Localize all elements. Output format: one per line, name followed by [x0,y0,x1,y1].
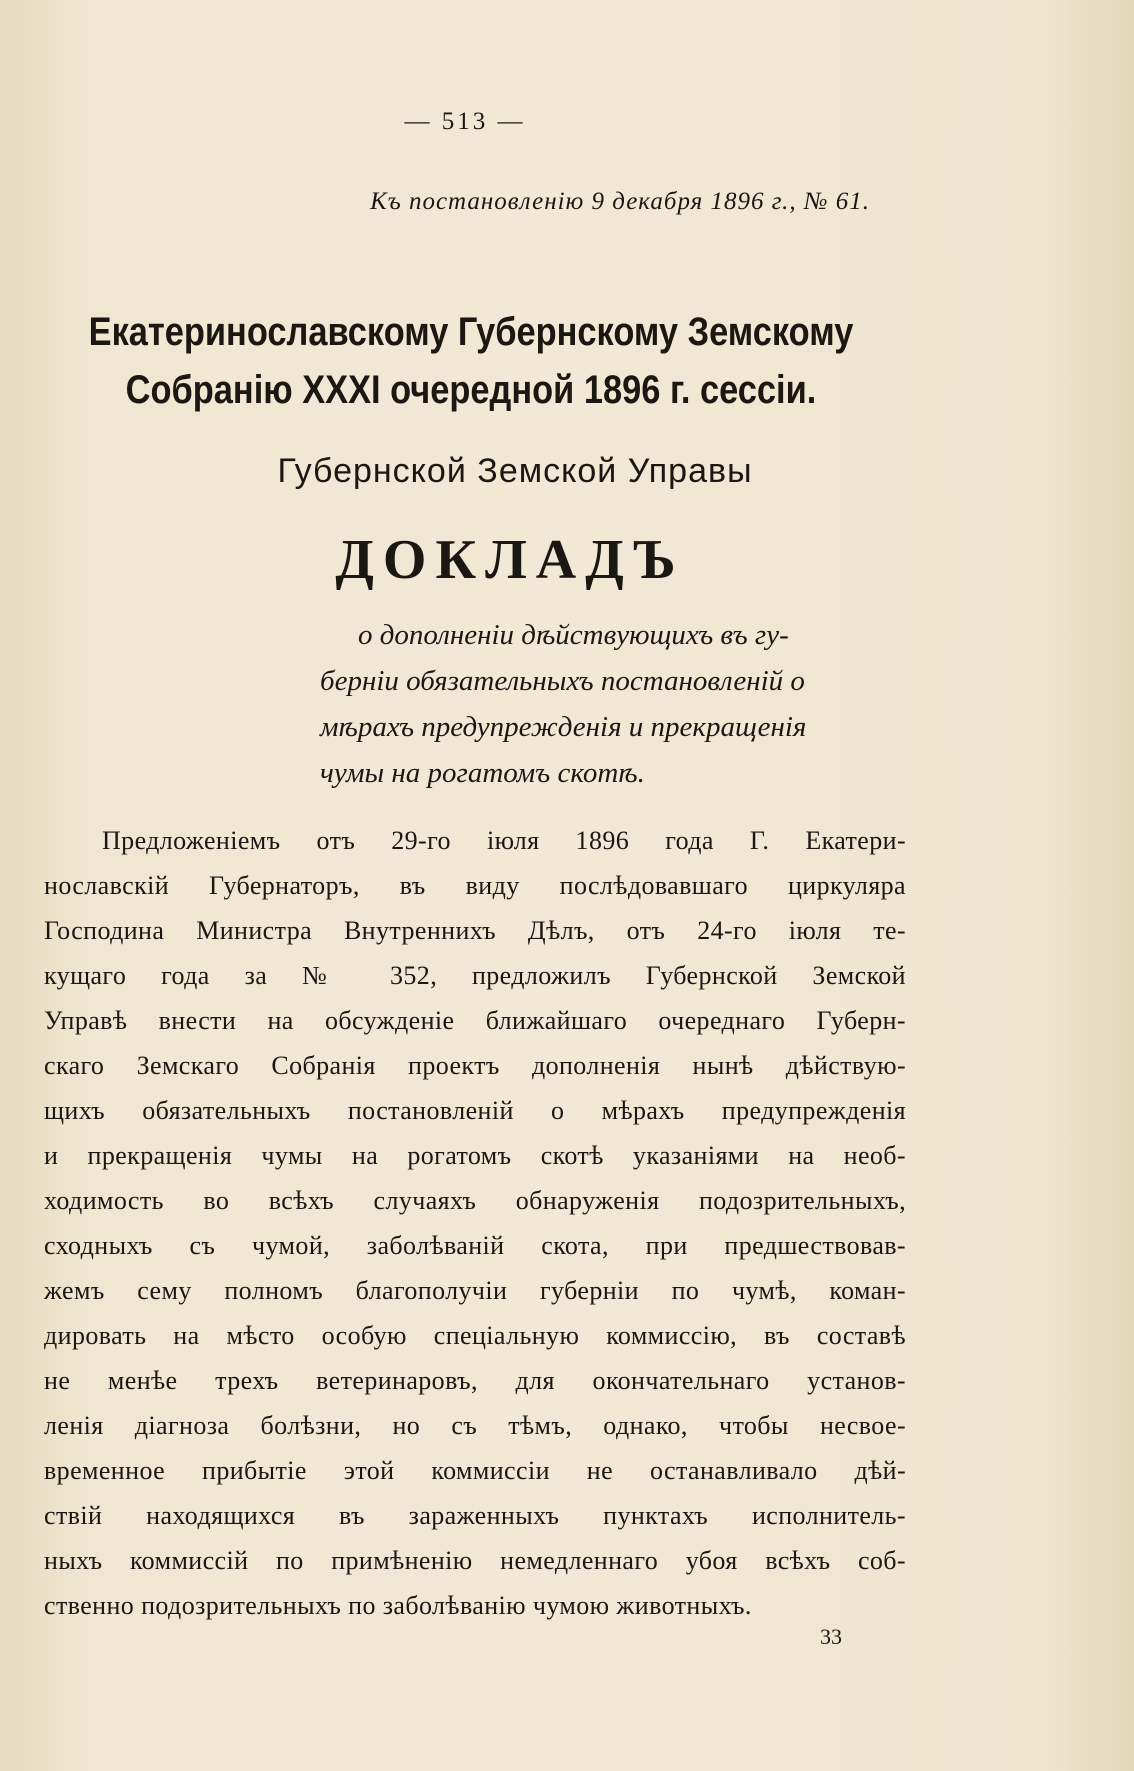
signature-mark: 33 [820,1624,842,1649]
body-line: скаго Земскаго Собранія проектъ дополненія нынѣ дѣйствую- [44,1051,906,1080]
body-line: Господина Министра Внутреннихъ Дѣлъ, отъ 24-го іюля те- [44,916,906,945]
body-line: сходныхъ съ чумой, заболѣваній скота, при предшествовав- [44,1231,906,1260]
body-line: ныхъ коммиссій по примѣненію немедленнаго убоя всѣхъ соб- [44,1546,906,1575]
subject-line-1: о дополненіи дѣйствующихъ въ гу- [358,619,789,651]
resolution-reference: Къ постановленію 9 декабря 1896 г., № 61. [370,188,870,215]
subject-line-4: чумы на рогатомъ скотѣ. [320,757,645,789]
body-line: ствій находящихся въ зараженныхъ пунктахъ исполнитель- [44,1501,906,1530]
body-line: жемъ сему полномъ благополучіи губерніи по чумѣ, коман- [44,1276,906,1305]
subject-line-3: мѣрахъ предупрежденія и прекращенія [320,711,807,743]
body-line: временное прибытіе этой коммиссіи не останавливало дѣй- [44,1456,906,1485]
body-line: ственно подозрительныхъ по заболѣванію чумою животныхъ. [44,1591,752,1620]
body-line: Предложеніемъ отъ 29-го іюля 1896 года Г. Екатери- [102,826,906,855]
body-line: не менѣе трехъ ветеринаровъ, для окончательнаго установ- [44,1366,906,1395]
heading-line-2: Собранію XXXI очередной 1896 г. сессіи. [125,368,817,412]
issuer-line: Губернской Земской Управы [277,452,753,490]
body-line: ходимость во всѣхъ случаяхъ обнаруженія подозрительныхъ, [44,1186,906,1215]
body-line: Управѣ внести на обсужденіе ближайшаго очереднаго Губерн- [44,1006,906,1035]
heading-line-1: Екатеринославскому Губернскому Земскому [88,310,854,354]
body-line: дировать на мѣсто особую спеціальную коммиссію, въ составѣ [44,1321,906,1350]
page-number: — 513 — [404,108,526,135]
body-line: нославскій Губернаторъ, въ виду послѣдовавшаго циркуляра [44,871,906,900]
body-paragraph [44,818,906,1628]
body-line: кущаго года за № 352, предложилъ Губернской Земской [44,961,906,990]
body-line: щихъ обязательныхъ постановленій о мѣрахъ предупрежденія [44,1096,906,1125]
body-line: ленія діагноза болѣзни, но съ тѣмъ, однако, чтобы несвое- [44,1411,906,1440]
body-line: и прекращенія чумы на рогатомъ скотѣ указаніями на необ- [44,1141,906,1170]
subject-line-2: берніи обязательныхъ постановленій о [320,665,805,697]
document-type-title: ДОКЛАДЪ [335,529,685,591]
